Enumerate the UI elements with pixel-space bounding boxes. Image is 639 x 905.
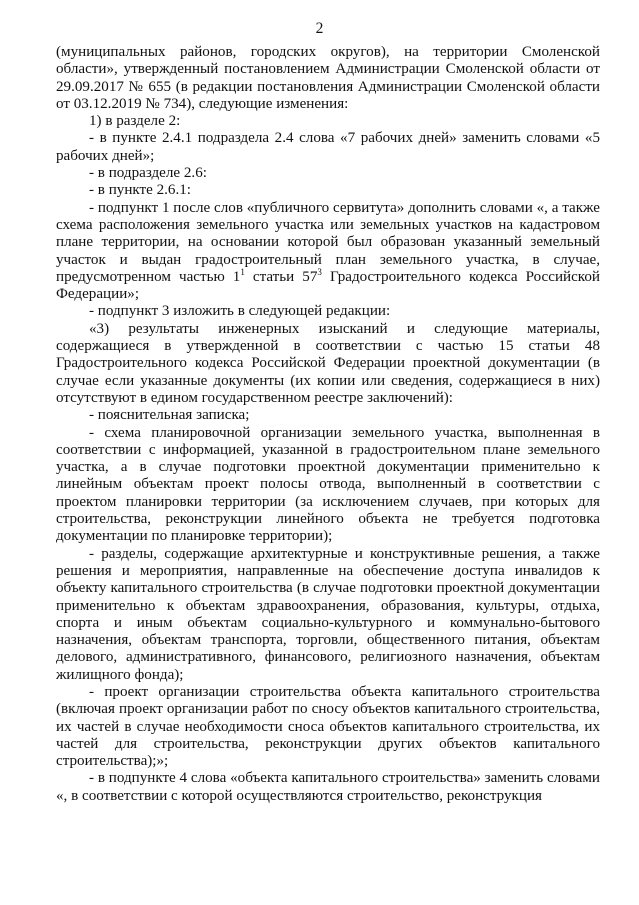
- section-2-item: 1) в разделе 2:: [89, 113, 181, 130]
- article-superscript: 3: [317, 266, 322, 277]
- clause-2-4-1-amendment: - в пункте 2.4.1 подраздела 2.4 слова «7 рабочих дней» заменить словами «5 рабочих дней»;: [56, 130, 600, 164]
- subclause-1-article: статьи 57: [244, 268, 318, 285]
- subclause-3-intro: - подпункт 3 изложить в следующей редакции:: [89, 303, 391, 320]
- list-item-explanatory-note: - пояснительная записка;: [89, 407, 250, 424]
- intro-paragraph: (муниципальных районов, городских округов), на территории Смоленской области», утвержденный постановлением Администрации Смоленской области от 29.09.2017 № 655 (в редакции постановления Администрации Смоленской области от 03.12.2019 № 734), следующие изменения:: [56, 44, 600, 112]
- clause-2-6-1-heading: - в пункте 2.6.1:: [89, 182, 191, 199]
- subsection-2-6-heading: - в подразделе 2.6:: [89, 165, 207, 182]
- list-item-architectural-sections: - разделы, содержащие архитектурные и конструктивные решения, а также решения и мероприятия, направленные на обеспечение доступа инвалидов к объекту капитального строительства (в случае подготовки проектной документации применительно к объектам здравоохранения, образования, культуры, отдыха, спорта и иным объектам социально-культурного и коммунально-бытового назначения, объектам транспорта, торговли, общественного питания, объектам делового, административного, финансового, религиозного назначения, объектам жилищного фонда);: [56, 545, 600, 683]
- subclause-1-tail: Градостроительного кодекса Российской Федерации»;: [56, 268, 600, 303]
- subclause-1-amendment: [56, 200, 600, 304]
- list-item-construction-organization: - проект организации строительства объекта капитального строительства (включая проект организации работ по сносу объектов капитального строительства, их частей в случае необходимости сноса объектов капитального строительства, их частей для строительства, реконструкции других объектов капитального строительства);»;: [56, 683, 600, 770]
- subclause-4-amendment: - в подпункте 4 слова «объекта капитального строительства» заменить словами «, в соответствии с которой осуществляются строительство, реконструкция: [56, 770, 600, 804]
- page-number: 2: [315, 20, 324, 37]
- list-item-site-plan: - схема планировочной организации земельного участка, выполненная в соответствии с информацией, указанной в градостроительном плане земельного участка, а в случае подготовки проектной документации применительно к линейным объектам проект полосы отвода, выполненный в соответствии с проектом планировки территории (за исключением случаев, при которых для строительства, реконструкции линейного объекта не требуется подготовка документации по планировке территории);: [56, 424, 600, 545]
- subclause-1-text: - подпункт 1 после слов «публичного сервитута» дополнить словами «, а также схема расположения земельного участка или земельных участков на кадастровом плане территории, на основании которой был образован указанный земельный участок и выдан градостроительный план земельного участка, в случае, предусмотренном частью 1: [56, 199, 600, 285]
- subclause-3-quote: «3) результаты инженерных изысканий и следующие материалы, содержащиеся в утвержденной в соответствии с частью 15 статьи 48 Градостроительного кодекса Российской Федерации проектной документации (в случае если указанные документы (их копии или сведения, содержащиеся в них) отсутствуют в едином государственном реестре заключений):: [56, 320, 600, 406]
- part-superscript: 1: [240, 266, 245, 277]
- document-body: [56, 44, 600, 805]
